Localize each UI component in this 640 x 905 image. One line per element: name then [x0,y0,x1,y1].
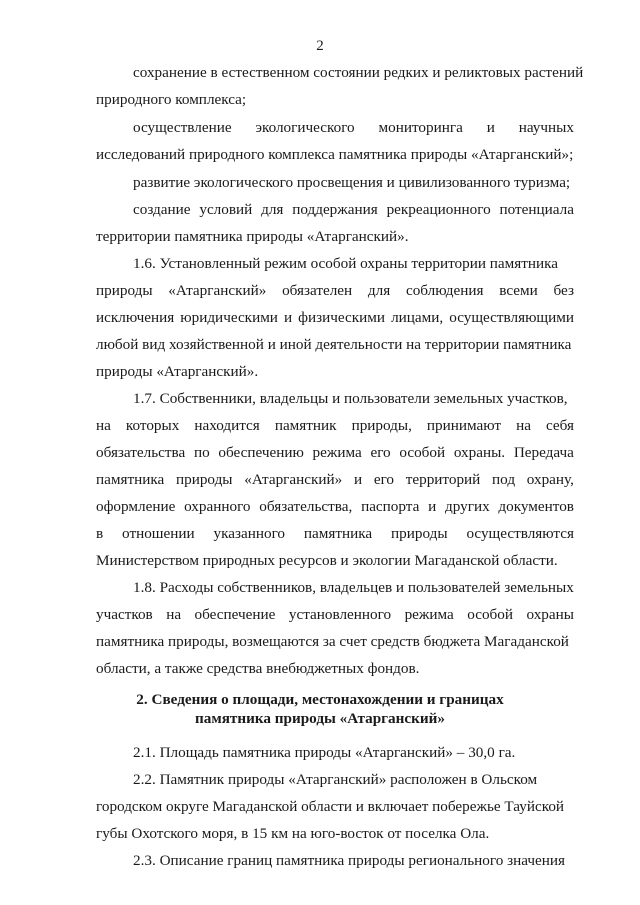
word: исключения [96,309,175,326]
text-line: 1.6. Установленный режим особой охраны территории памятника [133,255,559,272]
word: на [166,606,182,623]
text-line [96,470,574,490]
word: которых [125,417,180,434]
word: экологического [255,119,355,136]
word: отношении [122,525,195,542]
word: памятника [303,525,373,542]
word: мониторинга [378,119,463,136]
word: поддержания [292,201,378,218]
word: и [283,309,293,326]
word: обязателен [282,282,353,299]
page-number: 2 [316,38,324,54]
text-line: природы «Атарганский». [96,363,259,380]
text-line: Министерством природных ресурсов и экологии Магаданской области. [96,552,558,569]
word: обеспечение [194,606,276,623]
word: других [445,498,490,515]
word: на [96,417,111,434]
word: «Атарганский» [168,282,267,299]
text-line: 2.2. Памятник природы «Атарганский» расположен в Ольском [133,771,538,788]
word: потенциала [499,201,574,218]
text-line: области, а также средства внебюджетных фондов. [96,660,420,677]
word: для [261,201,284,218]
word: создание [133,201,191,218]
word: находится [194,417,260,434]
word: охранного [184,498,251,515]
word: лицами, [391,309,444,326]
word: обязательства, [259,498,353,515]
text-line: сохранение в естественном состоянии редких и реликтовых растений [133,64,584,81]
word: без [553,282,574,299]
word: памятник [274,417,337,434]
text-line: развитие экологического просвещения и цивилизованного туризма; [133,174,571,191]
word: научных [518,119,574,136]
word: Передача [513,444,574,461]
word: всеми [499,282,538,299]
word: и [486,119,495,136]
word: режима [312,444,362,461]
word: в [96,525,104,542]
word: обеспечению [218,444,304,461]
text-line: городском округе Магаданской области и включает побережье Тауйской [96,798,565,815]
text-line: губы Охотского моря, в 15 км на юго-восток от поселка Ола. [96,825,490,842]
word: себя [545,417,574,434]
word: памятника [96,471,165,488]
section-heading-line: памятника природы «Атарганский» [195,710,445,727]
word: особой [399,444,446,461]
text-line: 1.8. Расходы собственников, владельцев и пользователей земельных [133,579,574,596]
word: паспорта [361,498,420,515]
text-line [96,416,574,436]
word: природы [96,282,153,299]
word: под [492,471,516,488]
word: рекреационного [386,201,491,218]
text-line: природного комплекса; [96,91,247,108]
word: осуществление [133,119,232,136]
word: условий [199,201,253,218]
text-line [133,118,574,138]
word: и [428,498,437,515]
word: физическими [298,309,386,326]
text-line: 2.3. Описание границ памятника природы регионального значения [133,852,566,869]
text-line [96,605,574,625]
word: документов [498,498,574,515]
word: обязательства [96,444,186,461]
text-line [96,281,574,301]
word: указанного [213,525,286,542]
text-line: 2.1. Площадь памятника природы «Атарганский» – 30,0 га. [133,744,516,761]
text-line [96,443,574,463]
word: особой [467,606,514,623]
word: охрану, [526,471,574,488]
word: осуществляются [466,525,574,542]
word: «Атарганский» [244,471,343,488]
word: оформление [96,498,176,515]
word: осуществляющими [449,309,574,326]
text-line: памятника природы, возмещаются за счет средств бюджета Магаданской [96,633,569,650]
text-line [96,497,574,517]
section-heading-line: 2. Сведения о площади, местонахождении и границах [136,691,504,708]
word: установленного [288,606,392,623]
word: его [373,471,395,488]
word: природы, [351,417,412,434]
text-line [96,308,574,328]
word: на [516,417,531,434]
word: юридическими [180,309,278,326]
word: природы [175,471,233,488]
text-line [133,200,574,220]
word: участков [96,606,153,623]
text-line: 1.7. Собственники, владельцы и пользователи земельных участков, [133,390,568,407]
word: и [353,471,363,488]
word: охраны [526,606,574,623]
word: природы [391,525,448,542]
text-line [96,524,574,544]
word: охраны. [453,444,506,461]
word: территорий [405,471,481,488]
word: принимают [426,417,502,434]
word: для [367,282,391,299]
text-line: территории памятника природы «Атарганский». [96,228,409,245]
word: режима [404,606,454,623]
word: соблюдения [405,282,484,299]
text-line: исследований природного комплекса памятника природы «Атарганский»; [96,146,574,163]
word: по [193,444,210,461]
text-line: любой вид хозяйственной и иной деятельности на территории памятника [96,336,572,353]
word: его [370,444,391,461]
